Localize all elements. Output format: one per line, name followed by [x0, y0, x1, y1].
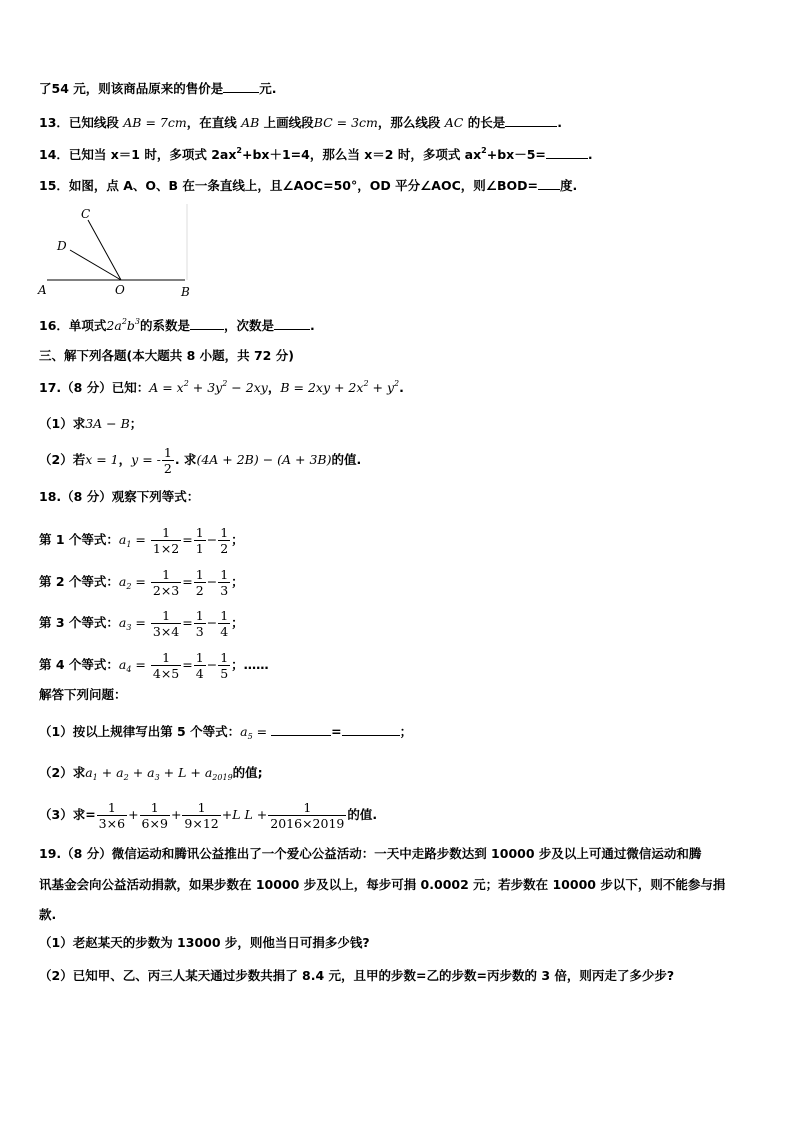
q12-tail-line: [39, 80, 277, 98]
q17-p2-y: y = -: [131, 452, 161, 467]
q13-mid3: ，那么线段: [377, 115, 441, 130]
q13-mid1: ，在直线: [186, 115, 237, 130]
q18-part2: （2）求$a_1 + a_2 + a_3 + L + a_{2019}$的值;: [39, 765, 263, 782]
q18-eq-frac: $\frac{1}{1\times 2}$: [152, 525, 180, 556]
q18-eq-end: ；: [231, 574, 244, 589]
q18-p3-end: 的值.: [347, 807, 378, 822]
q18-eq-frac: $\frac{1}{2\times 3}$: [152, 567, 180, 598]
q13-expr-ab: AB = 7cm: [123, 115, 187, 130]
q16-prefix: 16．单项式: [39, 318, 107, 333]
q14-text3: +bx－5=: [486, 147, 546, 162]
q17-expr-a3: − 2xy: [227, 380, 268, 395]
q17-expr-a2: + 3y: [188, 380, 223, 395]
q17-p2-mid: . 求: [174, 452, 197, 467]
q12-end-text: 元.: [259, 81, 277, 96]
q16-degree-blank[interactable]: [274, 317, 310, 330]
q18-equation-1: 第 1 个等式：$a_1$ = $\frac{1}{1\times 2}$ = $\frac{1}{1}$ − $\frac{1}{2}$ ；: [39, 525, 244, 556]
q18-equation-2: 第 2 个等式：$a_2$ = $\frac{1}{2\times 3}$ = $\frac{1}{2}$ − $\frac{1}{3}$ ；: [39, 567, 244, 598]
q13-line-ab: AB: [241, 115, 260, 130]
ray-od: [70, 250, 121, 280]
q17-expr-a: A = x: [149, 380, 184, 395]
q18-ask: 解答下列问题：: [39, 687, 127, 702]
q19-part1: （1）老赵某天的步数为 13000 步，则他当日可捐多少钱?: [39, 935, 370, 950]
section3-heading: 三、解下列各题(本大题共 8 小题，共 72 分): [39, 348, 294, 363]
q18-eq-label: 第 4 个等式：: [39, 657, 119, 672]
q17-p2-end: 的值.: [331, 452, 362, 467]
q16-monomial: 2a: [106, 318, 122, 333]
q16-line: 16．单项式$2a^2b^3$的系数是 ，次数是 .: [39, 317, 315, 333]
q18-eq-end: ；……: [231, 657, 269, 672]
q18-p1-text: （1）按以上规律写出第 5 个等式：: [39, 724, 241, 739]
q18-eq-sub: 1: [126, 540, 132, 549]
q18-eq-frac-a: $\frac{1}{2}$: [195, 567, 204, 598]
q14-answer-blank[interactable]: [546, 146, 588, 159]
q18-equation-3: 第 3 个等式：$a_3$ = $\frac{1}{3\times 4}$ = $\frac{1}{3}$ − $\frac{1}{4}$ ；: [39, 608, 244, 639]
q17-comma: ，: [267, 380, 281, 395]
q17-head: 17.（8 分）已知：: [39, 380, 150, 395]
q18-p2-tail: 的值;: [232, 765, 263, 780]
q18-eq-a: a: [118, 574, 127, 589]
q18-eq-frac-a: $\frac{1}{4}$: [195, 650, 204, 681]
q19-part2: （2）已知甲、乙、丙三人某天通过步数共捐了 8.4 元，且甲的步数=乙的步数=丙步数的 3 倍，则丙走了多少步?: [39, 968, 675, 983]
q18-p1-end: ；: [399, 724, 413, 739]
q13-prefix: 13．已知线段: [39, 115, 119, 130]
q18-p3-text: （3）求=: [39, 807, 96, 822]
q18-part3: （3）求= $\frac{1}{3\times 6}$ + $\frac{1}{6\times 9}$ + $\frac{1}{9\times 12}$ +L L + $\frac{1}{2016\times 2019}$ 的值.: [39, 800, 378, 831]
q12-tail-text: 了54 元，则该商品原来的售价是: [39, 81, 224, 96]
q18-eq-label: 第 3 个等式：: [39, 615, 119, 630]
q18-p1-sub: 5: [247, 732, 253, 741]
q13-mid2: 上画线段: [263, 115, 314, 130]
q14-text1: 14．已知当 x＝1 时，多项式 2ax: [39, 147, 237, 162]
q18-eq-label: 第 1 个等式：: [39, 532, 119, 547]
ray-oc: [88, 220, 121, 280]
q19-line3: 款.: [39, 907, 57, 922]
label-d: D: [57, 239, 67, 253]
q18-eq-a: a: [118, 532, 127, 547]
q15-text: 15．如图，点 A、O、B 在一条直线上，且∠AOC=50°，OD 平分∠AOC，则∠BOD=: [39, 178, 538, 193]
q18-eq-sub: 2: [126, 582, 132, 591]
q18-eq-end: ；: [231, 615, 244, 630]
q18-eq-a: a: [118, 657, 127, 672]
q18-eq-sub: 4: [126, 665, 132, 674]
q18-eq-frac-b: $\frac{1}{2}$: [220, 525, 229, 556]
q15-line: [39, 177, 577, 195]
q12-answer-blank[interactable]: [223, 80, 259, 93]
q18-eq-sub: 3: [126, 623, 132, 632]
label-o: O: [115, 283, 125, 297]
q13-stop: .: [557, 115, 562, 130]
q18-p2-text: （2）求: [39, 765, 86, 780]
label-a: A: [38, 283, 47, 297]
q18-part1: [39, 723, 412, 741]
q13-line: [39, 114, 562, 132]
q18-p1-blank1[interactable]: [271, 723, 331, 736]
q17-part1: [39, 415, 142, 433]
q14-stop: .: [587, 147, 593, 162]
q17-part2: （2）若x = 1，y = - $\frac{1}{2}$ . 求(4A + 2B) − (A + 3B)的值.: [39, 445, 362, 476]
q18-p2-a: a: [85, 765, 93, 780]
q19-line1: 19.（8 分）微信运动和腾讯公益推出了一个爱心公益活动：一天中走路步数达到 10000 步及以上可通过微信运动和腾: [39, 846, 702, 861]
angle-diagram: [33, 200, 193, 300]
q18-p1-eq: =: [252, 724, 272, 739]
q16-stop: .: [310, 318, 315, 333]
q18-p1-a5: a: [240, 724, 248, 739]
q18-p1-blank2[interactable]: [342, 723, 400, 736]
q18-eq-frac-a: $\frac{1}{3}$: [195, 608, 204, 639]
q13-segment-ac: AC: [444, 115, 464, 130]
q17-expr-b: B = 2xy + 2x: [280, 380, 364, 395]
q13-expr-bc: BC = 3cm: [313, 115, 378, 130]
q17-fraction: $\frac{1}{2}$: [163, 445, 172, 476]
q18-eq-frac-a: $\frac{1}{1}$: [195, 525, 204, 556]
q17-p1-label: （1）求: [39, 416, 86, 431]
q18-eq-frac-b: $\frac{1}{5}$: [220, 650, 229, 681]
q14-line: 14．已知当 x＝1 时，多项式 $2ax^2+bx+1=4$，那么当 x＝2 时，多项式 $ax^2+bx-5=$ .: [39, 146, 593, 162]
q18-p1-eq2: =: [331, 724, 342, 739]
q17-p2-expr: (4A + 2B) − (A + 3B): [196, 452, 332, 467]
q18-p3-frac2: $\frac{1}{6\times 9}$: [141, 800, 168, 831]
angle-figure: [33, 200, 193, 304]
q18-head: 18.（8 分）观察下列等式：: [39, 489, 200, 504]
q13-end: 的长是: [467, 115, 506, 130]
q15-end: 度.: [559, 178, 578, 193]
q17-stop: .: [399, 380, 404, 395]
q17-expr-b2: + y: [368, 380, 395, 395]
q17-p1-end: ；: [129, 416, 143, 431]
q13-answer-blank[interactable]: [505, 114, 557, 127]
q18-p3-frac1: $\frac{1}{3\times 6}$: [98, 800, 126, 831]
q19-line2: 讯基金会向公益活动捐款，如果步数在 10000 步及以上，每步可捐 0.0002 元；若步数在 10000 步以下，则不能参与捐: [39, 877, 726, 892]
label-c: C: [81, 207, 91, 221]
q18-eq-a: a: [118, 615, 127, 630]
q16-coef-blank[interactable]: [190, 317, 224, 330]
q17-p2-x: x = 1: [85, 452, 119, 467]
q18-eq-label: 第 2 个等式：: [39, 574, 119, 589]
q18-p3-frac4: $\frac{1}{2016\times 2019}$: [270, 800, 345, 831]
q18-eq-frac-b: $\frac{1}{4}$: [220, 608, 229, 639]
label-b: B: [181, 285, 190, 299]
q18-equation-4: 第 4 个等式：$a_4$ = $\frac{1}{4\times 5}$ = $\frac{1}{4}$ − $\frac{1}{5}$ ；……: [39, 650, 269, 681]
q17-p2-label: （2）若: [39, 452, 86, 467]
q18-eq-frac: $\frac{1}{4\times 5}$: [152, 650, 180, 681]
q17-p1-expr: 3A − B: [85, 416, 130, 431]
q16-mid: 的系数是: [140, 318, 191, 333]
q18-p3-frac3: $\frac{1}{9\times 12}$: [184, 800, 219, 831]
q15-answer-blank[interactable]: [538, 177, 560, 190]
q18-eq-frac: $\frac{1}{3\times 4}$: [152, 608, 180, 639]
q14-text2: +bx＋1=4，那么当 x＝2 时，多项式 ax: [242, 147, 482, 162]
q17-line: 17.（8 分）已知：$A = x^2 + 3y^2 - 2xy$，$B = 2xy + 2x^2 + y^2$.: [39, 379, 404, 395]
q18-p3-dots: +L L +: [221, 807, 268, 822]
q18-eq-frac-b: $\frac{1}{3}$: [220, 567, 229, 598]
q16-mid2: ，次数是: [224, 318, 275, 333]
q18-eq-end: ；: [231, 532, 244, 547]
